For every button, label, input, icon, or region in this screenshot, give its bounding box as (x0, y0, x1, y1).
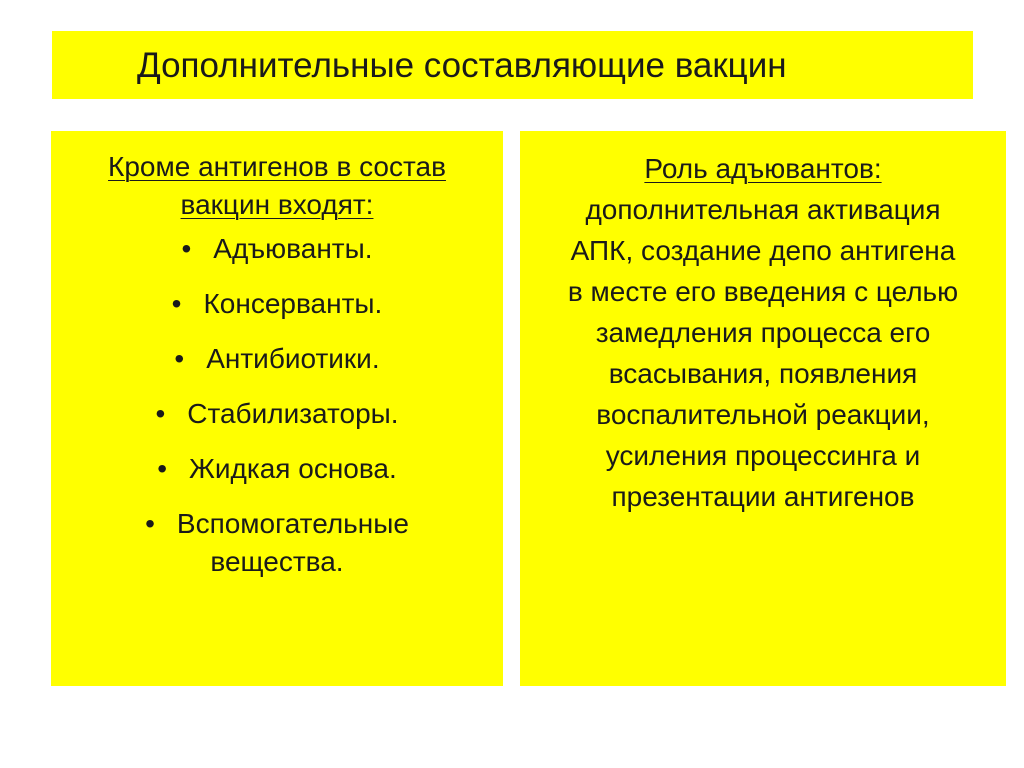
list-item: • Вспомогательные вещества. (51, 505, 503, 581)
bullet-icon: • (157, 453, 168, 484)
bullet-icon: • (181, 233, 192, 264)
right-line: замедления процесса его (595, 317, 931, 348)
right-heading: Роль адъювантов: (644, 153, 882, 184)
right-line: всасывания, появления (608, 358, 918, 389)
bullet-icon: • (171, 288, 182, 319)
right-line: презентации антигенов (611, 481, 915, 512)
slide-title: Дополнительные составляющие вакцин (137, 45, 787, 85)
left-intro-line2: вакцин входят: (180, 189, 374, 220)
right-line: дополнительная активация (585, 194, 941, 225)
list-item-continuation: вещества. (210, 546, 344, 577)
list-item: • Стабилизаторы. (51, 395, 503, 433)
list-item: • Адъюванты. (51, 230, 503, 268)
left-intro-line1: Кроме антигенов в состав (108, 151, 446, 182)
left-panel (51, 131, 503, 686)
adjuvant-role-text (520, 148, 1006, 517)
bullet-icon: • (155, 398, 166, 429)
right-line: АПК, создание депо антигена (570, 235, 956, 266)
list-item: • Консерванты. (51, 285, 503, 323)
list-item: • Антибиотики. (51, 340, 503, 378)
bullet-icon: • (174, 343, 185, 374)
components-list (51, 230, 503, 598)
right-panel (520, 131, 1006, 686)
left-intro (51, 148, 503, 224)
right-line: в месте его введения с целью (567, 276, 959, 307)
right-line: воспалительной реакции, (596, 399, 930, 430)
right-line: усиления процессинга и (605, 440, 921, 471)
title-banner (52, 31, 973, 99)
bullet-icon: • (145, 508, 155, 539)
list-item: • Жидкая основа. (51, 450, 503, 488)
